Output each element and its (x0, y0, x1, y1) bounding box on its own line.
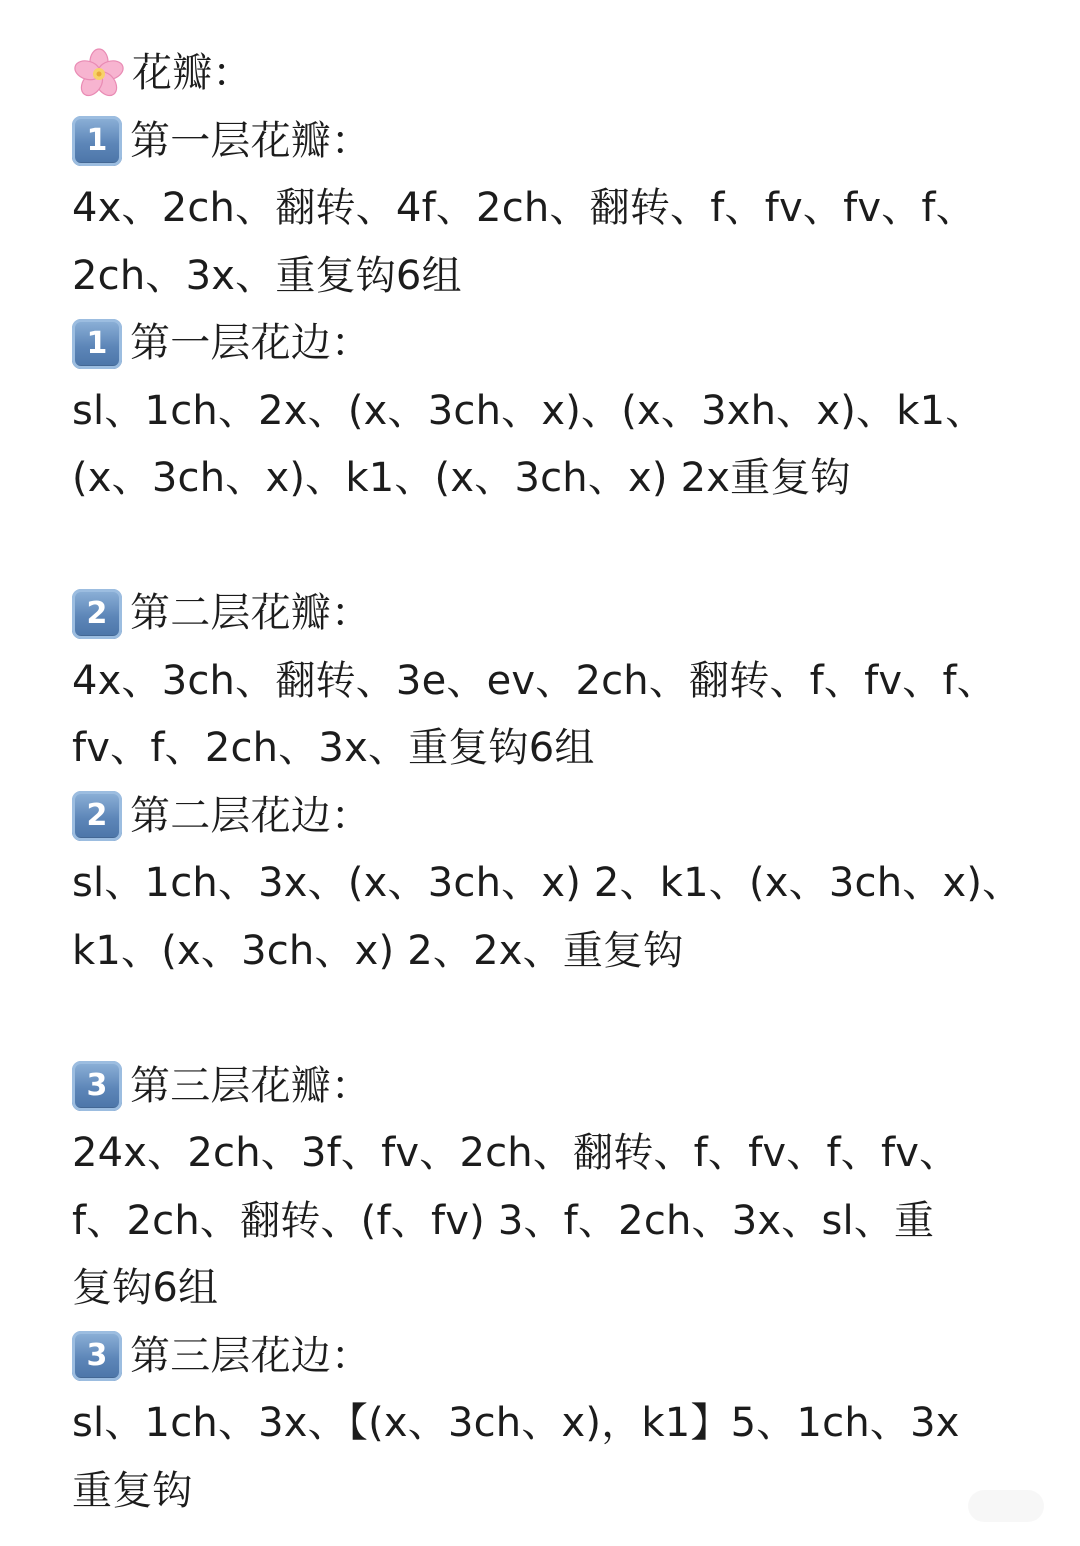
keycap-2-icon: 2 (72, 791, 122, 841)
cherry-blossom-icon (72, 47, 126, 101)
petal-heading-3 (72, 1053, 1032, 1121)
edge-instruction-line: sl、1ch、3x、(x、3ch、x) 2、k1、(x、3ch、x)、 (72, 860, 1023, 906)
edge-instruction-line: sl、1ch、3x、【(x、3ch、x)，k1】5、1ch、3x (72, 1400, 960, 1446)
watermark-badge (968, 1490, 1044, 1522)
keycap-2-icon: 2 (72, 589, 122, 639)
keycap-3-icon: 3 (72, 1331, 122, 1381)
petal-heading-text: 第一层花瓣： (130, 117, 372, 164)
note-title-text: 花瓣： (132, 50, 253, 96)
petal-instruction-line: 4x、3ch、翻转、3e、ev、2ch、翻转、f、fv、f、 (72, 657, 997, 704)
keycap-1-icon: 1 (72, 116, 122, 166)
petal-instruction-line: f、2ch、翻转、(f、fv) 3、f、2ch、3x、sl、重 (72, 1197, 935, 1244)
petal-heading-text: 第三层花瓣： (130, 1062, 372, 1109)
edge-heading-1 (72, 310, 1032, 378)
petal-instruction-line: 2ch、3x、重复钩6组 (72, 252, 462, 299)
edge-heading-text: 第一层花边： (130, 320, 372, 366)
edge-instruction-line: k1、(x、3ch、x) 2、2x、重复钩 (72, 927, 684, 974)
petal-instruction-line: 24x、2ch、3f、fv、2ch、翻转、f、fv、f、fv、 (72, 1130, 960, 1176)
edge-heading-2 (72, 783, 1032, 851)
crochet-pattern-note (72, 40, 1032, 1525)
section-layer-3 (72, 1053, 1032, 1526)
keycap-1-icon: 1 (72, 319, 122, 369)
petal-heading-2 (72, 580, 1032, 648)
note-title (72, 40, 1032, 108)
edge-instruction-line: (x、3ch、x)、k1、(x、3ch、x) 2x重复钩 (72, 455, 851, 501)
petal-instruction-line: 4x、2ch、翻转、4f、2ch、翻转、f、fv、fv、f、 (72, 185, 976, 231)
spacer (72, 513, 1032, 581)
section-layer-2 (72, 580, 1032, 985)
petal-instruction-line: fv、f、2ch、3x、重复钩6组 (72, 725, 595, 771)
edge-heading-text: 第二层花边： (130, 792, 372, 839)
edge-heading-text: 第三层花边： (130, 1332, 372, 1379)
edge-instruction-line: 重复钩 (72, 1467, 193, 1514)
edge-instruction-line: sl、1ch、2x、(x、3ch、x)、(x、3xh、x)、k1、 (72, 387, 986, 434)
section-layer-1 (72, 108, 1032, 513)
petal-heading-1 (72, 108, 1032, 176)
keycap-3-icon: 3 (72, 1061, 122, 1111)
edge-heading-3 (72, 1323, 1032, 1391)
petal-instruction-line: 复钩6组 (72, 1265, 219, 1311)
spacer (72, 985, 1032, 1053)
petal-heading-text: 第二层花瓣： (130, 590, 372, 636)
